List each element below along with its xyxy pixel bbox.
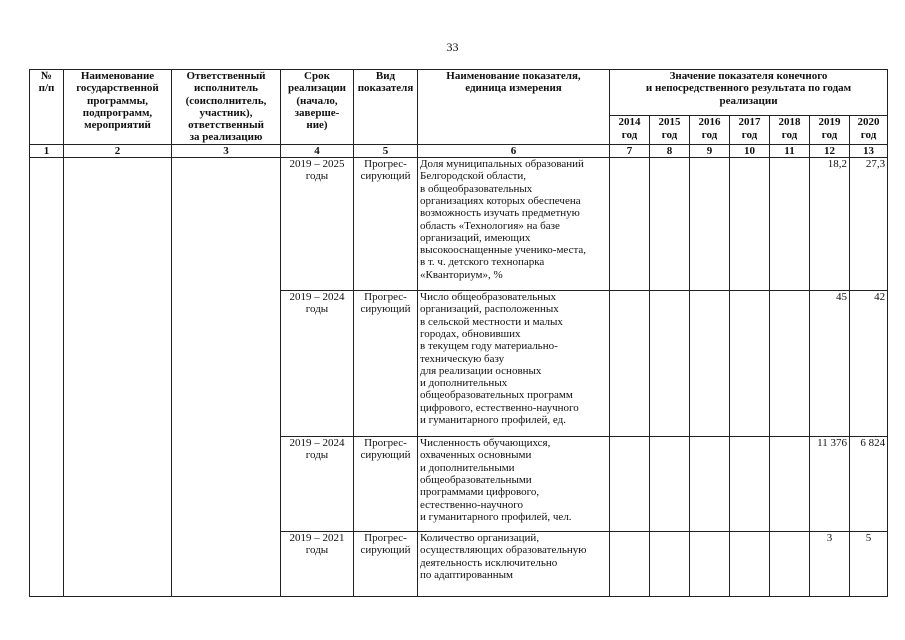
header-indicator-type: Вид показателя — [354, 70, 418, 145]
cell-value-2018 — [770, 532, 810, 597]
cell-value-2015 — [650, 532, 690, 597]
table-row — [30, 158, 888, 291]
column-number: 7 — [610, 144, 650, 157]
cell-value-2016 — [690, 532, 730, 597]
cell-value-2017 — [730, 532, 770, 597]
cell-number-empty — [30, 158, 64, 597]
cell-value-2017 — [730, 158, 770, 291]
header-year-2018: 2018 год — [770, 116, 810, 144]
cell-value-2014 — [610, 437, 650, 532]
page-number: 33 — [446, 40, 459, 54]
header-values-group: Значение показателя конечного и непосредственного результата по годам реализации — [610, 70, 888, 116]
cell-value-2017 — [730, 291, 770, 437]
cell-value-2015 — [650, 158, 690, 291]
cell-value-2016 — [690, 158, 730, 291]
cell-term: 2019 – 2021 годы — [281, 532, 354, 597]
column-number: 4 — [281, 144, 354, 157]
cell-value-2019: 45 — [810, 291, 850, 437]
column-number: 8 — [650, 144, 690, 157]
header-responsible: Ответственный исполнитель (соисполнитель, участник), ответственный за реализацию — [172, 70, 281, 145]
cell-value-2015 — [650, 437, 690, 532]
cell-indicator-type: Прогрес- сирующий — [354, 291, 418, 437]
cell-value-2019: 11 376 — [810, 437, 850, 532]
header-year-2019: 2019 год — [810, 116, 850, 144]
column-number: 12 — [810, 144, 850, 157]
cell-term: 2019 – 2025 годы — [281, 158, 354, 291]
cell-program-empty — [64, 158, 172, 597]
column-number: 6 — [418, 144, 610, 157]
cell-responsible-empty — [172, 158, 281, 597]
column-number: 10 — [730, 144, 770, 157]
column-number: 1 — [30, 144, 64, 157]
header-indicator-name: Наименование показателя, единица измерения — [418, 70, 610, 145]
cell-value-2017 — [730, 437, 770, 532]
cell-value-2020: 6 824 — [850, 437, 888, 532]
cell-value-2014 — [610, 532, 650, 597]
header-year-2020: 2020 год — [850, 116, 888, 144]
cell-indicator-name: Доля муниципальных образований Белгородской области, в общеобразовательных организациях которых обеспечена возможность изучать предметную область «Технология» на базе организаций, имеющих высокооснащенные ученико-места, в т. ч. детского технопарка «Кванториум», % — [418, 158, 610, 291]
cell-value-2019: 18,2 — [810, 158, 850, 291]
column-number: 2 — [64, 144, 172, 157]
cell-indicator-name: Число общеобразовательных организаций, расположенных в сельской местности и малых городах, обновивших в текущем году материально- техническую базу для реализации основных и дополнительных общеобразовательных программ цифрового, естественно-научного и гуманитарного профилей, ед. — [418, 291, 610, 437]
cell-term: 2019 – 2024 годы — [281, 437, 354, 532]
column-number: 11 — [770, 144, 810, 157]
header-number: № п/п — [30, 70, 64, 145]
cell-value-2014 — [610, 158, 650, 291]
cell-value-2020: 5 — [850, 532, 888, 597]
cell-term: 2019 – 2024 годы — [281, 291, 354, 437]
header-year-2016: 2016 год — [690, 116, 730, 144]
cell-indicator-type: Прогрес- сирующий — [354, 532, 418, 597]
cell-indicator-type: Прогрес- сирующий — [354, 437, 418, 532]
cell-value-2020: 42 — [850, 291, 888, 437]
header-year-2014: 2014 год — [610, 116, 650, 144]
cell-value-2014 — [610, 291, 650, 437]
cell-indicator-name: Количество организаций, осуществляющих образовательную деятельность исключительно по адаптированным — [418, 532, 610, 597]
header-year-2015: 2015 год — [650, 116, 690, 144]
column-number: 13 — [850, 144, 888, 157]
cell-value-2016 — [690, 437, 730, 532]
cell-indicator-type: Прогрес- сирующий — [354, 158, 418, 291]
column-number: 5 — [354, 144, 418, 157]
column-number: 3 — [172, 144, 281, 157]
header-year-2017: 2017 год — [730, 116, 770, 144]
cell-indicator-name: Численность обучающихся, охваченных основными и дополнительными общеобразовательными программами цифрового, естественно-научного и гуманитарного профилей, чел. — [418, 437, 610, 532]
cell-value-2018 — [770, 437, 810, 532]
header-program-name: Наименование государственной программы, подпрограмм, мероприятий — [64, 70, 172, 145]
cell-value-2016 — [690, 291, 730, 437]
column-number: 9 — [690, 144, 730, 157]
cell-value-2019: 3 — [810, 532, 850, 597]
indicators-table — [29, 69, 888, 597]
cell-value-2018 — [770, 291, 810, 437]
cell-value-2020: 27,3 — [850, 158, 888, 291]
cell-value-2015 — [650, 291, 690, 437]
header-term: Срок реализации (начало, заверше- ние) — [281, 70, 354, 145]
cell-value-2018 — [770, 158, 810, 291]
